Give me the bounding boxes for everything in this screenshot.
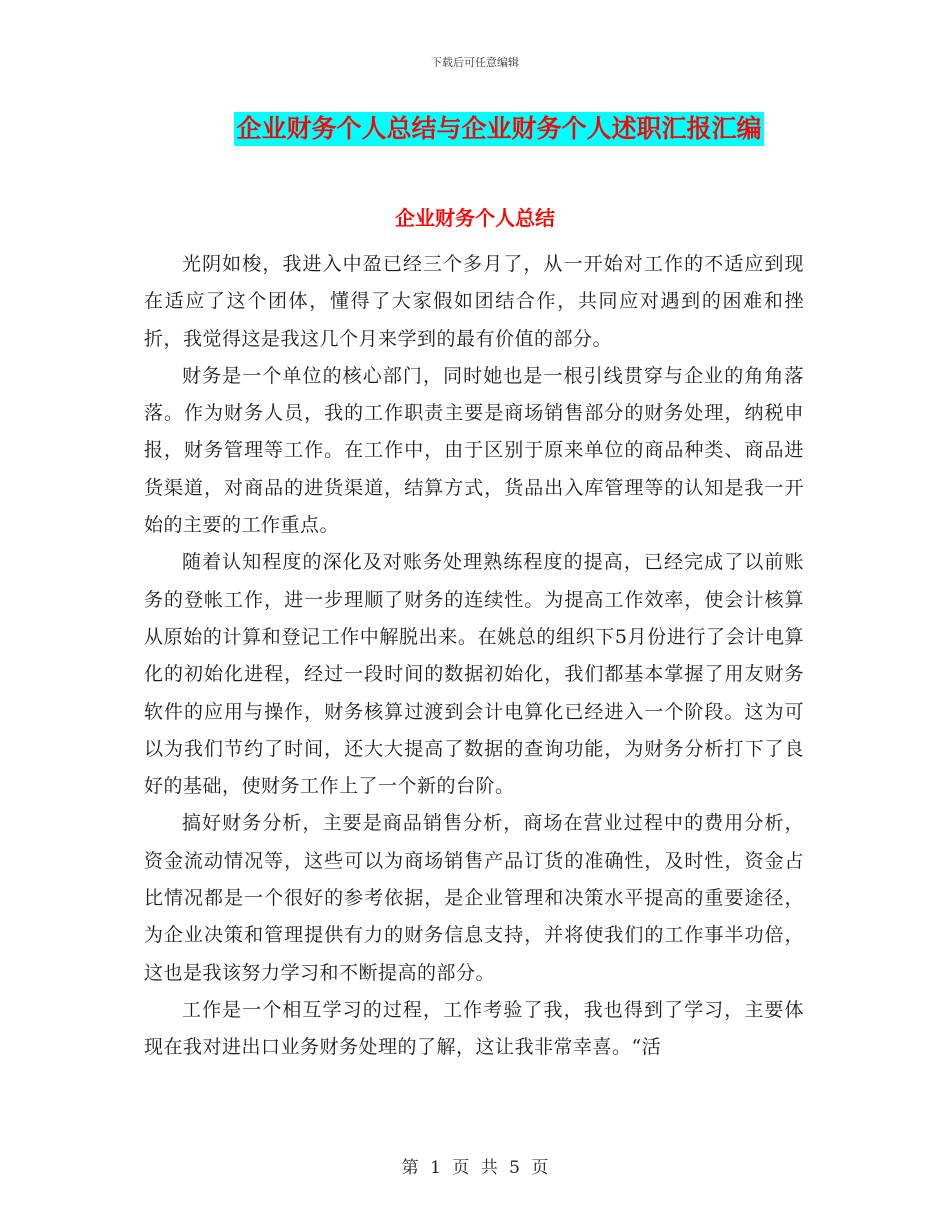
- paragraph: 财务是一个单位的核心部门，同时她也是一根引线贯穿与企业的角角落落。作为财务人员，我的工作职责主要是商场销售部分的财务处理，纳税申报，财务管理等工作。在工作中，由于区别于原来单位的商品种类、商品进货渠道，对商品的进货渠道，结算方式，货品出入库管理等的认知是我一开始的主要的工作重点。: [144, 364, 804, 537]
- paragraph: 随着认知程度的深化及对账务处理熟练程度的提高，已经完成了以前账务的登帐工作，进一步理顺了财务的连续性。为提高工作效率，使会计核算从原始的计算和登记工作中解脱出来。在姚总的组织下5月份进行了会计电算化的初始化进程，经过一段时间的数据初始化，我们都基本掌握了用友财务软件的应用与操作，财务核算过渡到会计电算化已经进入一个阶段。这为可以为我们节约了时间，还大大提高了数据的查询功能，为财务分析打下了良好的基础，使财务工作上了一个新的台阶。: [144, 551, 804, 798]
- paragraph: 工作是一个相互学习的过程，工作考验了我，我也得到了学习，主要体现在我对进出口业务财务处理的了解，这让我非常幸喜。“活: [144, 998, 804, 1059]
- page-number-footer: 第 1 页 共 5 页: [401, 1158, 549, 1178]
- document-title: 企业财务个人总结与企业财务个人述职汇报汇编: [234, 112, 763, 146]
- paragraph: 光阴如梭，我进入中盈已经三个多月了，从一开始对工作的不适应到现在适应了这个团体，懂得了大家假如团结合作，共同应对遇到的困难和挫折，我觉得这是我这几个月来学到的最有价值的部分。: [144, 253, 804, 350]
- header-note: 下载后可任意编辑: [431, 56, 519, 69]
- document-title-container: [0, 112, 950, 146]
- section-title: 企业财务个人总结: [395, 206, 555, 230]
- paragraph: 搞好财务分析，主要是商品销售分析，商场在营业过程中的费用分析，资金流动情况等，这些可以为商场销售产品订货的准确性，及时性，资金占比情况都是一个很好的参考依据，是企业管理和决策水平提高的重要途径，为企业决策和管理提供有力的财务信息支持，并将使我们的工作事半功倍，这也是我该努力学习和不断提高的部分。: [144, 812, 804, 984]
- document-body: [144, 246, 804, 1067]
